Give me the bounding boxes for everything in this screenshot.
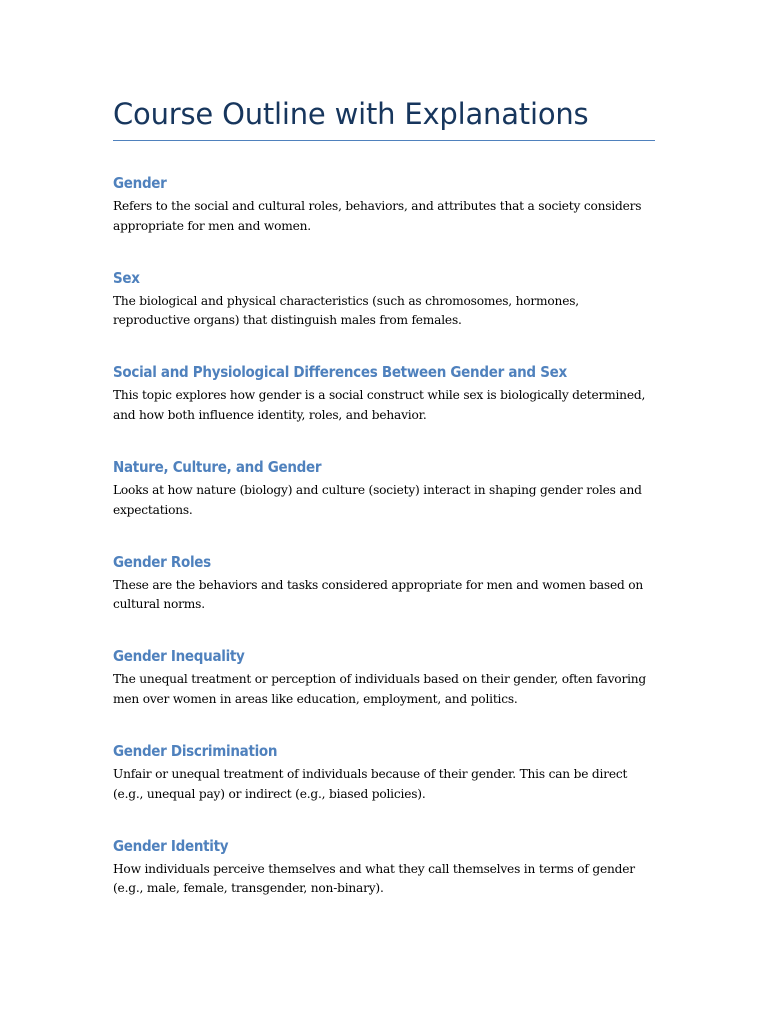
section-body: How individuals perceive themselves and what they call themselves in terms of gender (e.g., male, female, transgender, non-binary). xyxy=(113,861,635,896)
section-heading: Sex xyxy=(113,268,140,287)
sections-list xyxy=(113,174,655,932)
section-heading: Gender xyxy=(113,174,167,192)
section-gender-roles xyxy=(113,553,655,648)
section-differences xyxy=(113,363,655,458)
section-body: Looks at how nature (biology) and culture (society) interact in shaping gender roles and expectations. xyxy=(113,483,642,517)
document-page xyxy=(113,96,655,932)
section-heading: Nature, Culture, and Gender xyxy=(113,458,322,477)
section-gender-inequality xyxy=(113,647,655,742)
section-heading: Social and Physiological Differences Between Gender and Sex xyxy=(113,363,567,382)
section-body: Refers to the social and cultural roles, behaviors, and attributes that a society considers appropriate for men and women. xyxy=(113,199,642,233)
section-heading: Gender Inequality xyxy=(113,647,245,666)
section-sex xyxy=(113,269,655,364)
section-body: This topic explores how gender is a social construct while sex is biologically determined, and how both influence identity, roles, and behavior. xyxy=(113,388,646,422)
section-heading: Gender Discrimination xyxy=(113,742,278,761)
section-nature-culture xyxy=(113,458,655,553)
section-body: Unfair or unequal treatment of individuals because of their gender. This can be direct (e.g., unequal pay) or indirect (e.g., biased policies). xyxy=(113,767,628,801)
section-body: The unequal treatment or perception of individuals based on their gender, often favoring men over women in areas like education, employment, and politics. xyxy=(113,672,647,706)
section-body: These are the behaviors and tasks considered appropriate for men and women based on cultural norms. xyxy=(113,577,644,612)
section-body: The biological and physical characteristics (such as chromosomes, hormones, reproductive organs) that distinguish males from females. xyxy=(113,293,579,328)
document-title: Course Outline with Explanations xyxy=(113,97,589,131)
section-heading: Gender Identity xyxy=(113,836,229,855)
section-gender-identity xyxy=(113,837,655,932)
section-gender xyxy=(113,174,655,269)
section-heading: Gender Roles xyxy=(113,552,211,571)
section-gender-discrimination xyxy=(113,742,655,837)
title-divider xyxy=(113,140,655,141)
